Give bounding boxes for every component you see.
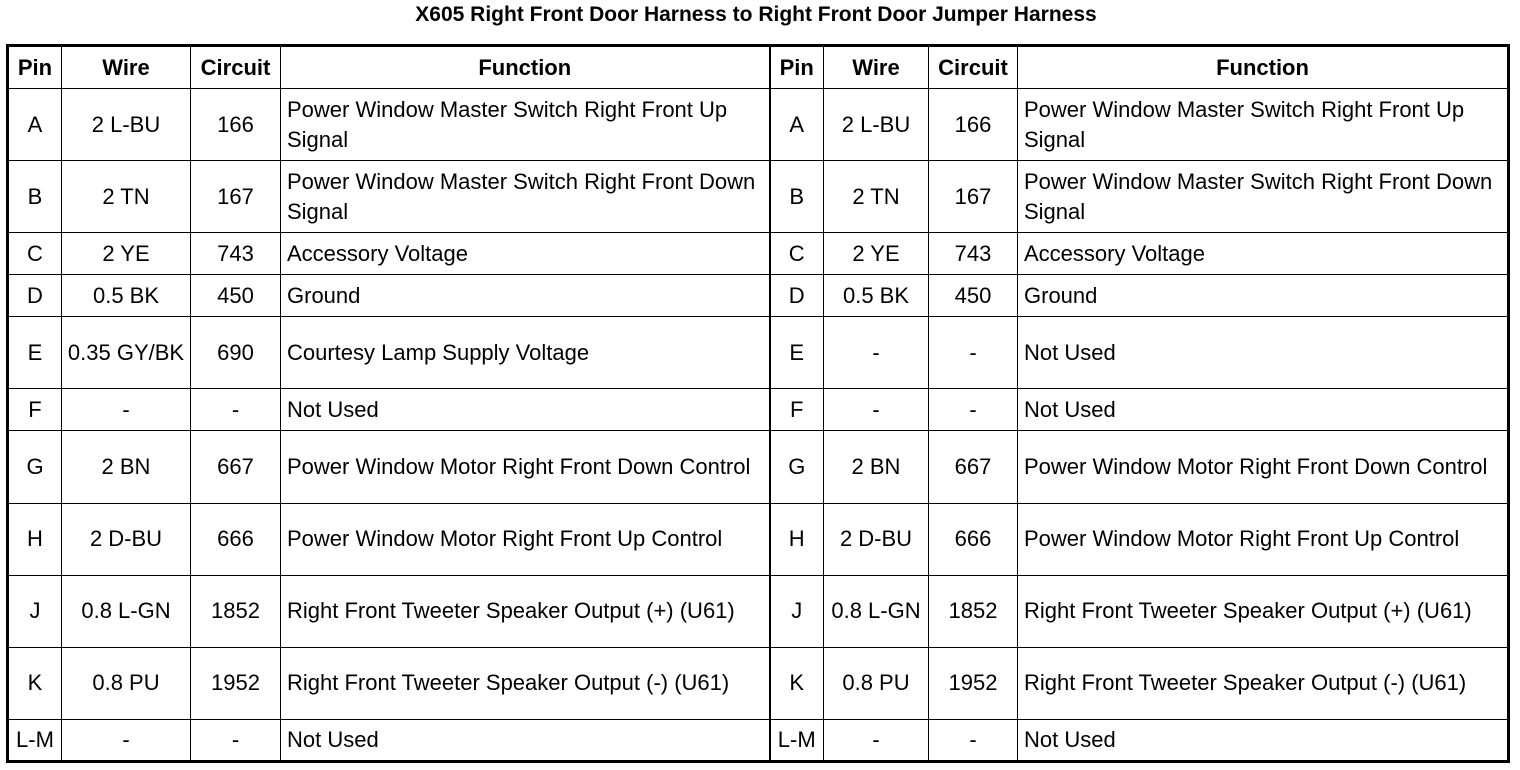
wire-cell: 0.8 PU — [62, 647, 191, 719]
circuit-cell: 743 — [929, 233, 1018, 275]
wire-cell: - — [824, 317, 929, 389]
header-wire: Wire — [62, 46, 191, 89]
pin-cell: B — [8, 161, 62, 233]
function-cell: Right Front Tweeter Speaker Output (-) (U61) — [281, 647, 770, 719]
table-row — [8, 719, 1509, 761]
header-circuit: Circuit — [191, 46, 281, 89]
circuit-cell: 666 — [191, 503, 281, 575]
circuit-cell: 166 — [191, 89, 281, 161]
pin-cell: G — [770, 431, 824, 503]
pin-cell: F — [8, 389, 62, 431]
pin-cell: L-M — [8, 719, 62, 761]
circuit-cell: - — [929, 317, 1018, 389]
table-row — [8, 647, 1509, 719]
pin-cell: J — [8, 575, 62, 647]
pin-cell: B — [770, 161, 824, 233]
circuit-cell: - — [929, 389, 1018, 431]
pin-cell: K — [8, 647, 62, 719]
pin-cell: E — [770, 317, 824, 389]
table-row — [8, 503, 1509, 575]
function-cell: Power Window Master Switch Right Front Up Signal — [1018, 89, 1509, 161]
circuit-cell: 667 — [191, 431, 281, 503]
table-row — [8, 317, 1509, 389]
function-cell: Not Used — [281, 719, 770, 761]
function-cell: Power Window Master Switch Right Front Down Signal — [281, 161, 770, 233]
circuit-cell: 666 — [929, 503, 1018, 575]
header-row — [8, 46, 1509, 89]
function-cell: Ground — [281, 275, 770, 317]
function-cell: Ground — [1018, 275, 1509, 317]
function-cell: Not Used — [1018, 389, 1509, 431]
circuit-cell: - — [929, 719, 1018, 761]
pin-cell: H — [8, 503, 62, 575]
wire-cell: 0.35 GY/BK — [62, 317, 191, 389]
function-cell: Not Used — [281, 389, 770, 431]
wire-cell: 0.5 BK — [824, 275, 929, 317]
circuit-cell: - — [191, 389, 281, 431]
table-row — [8, 275, 1509, 317]
wire-cell: 0.8 L-GN — [824, 575, 929, 647]
circuit-cell: 450 — [929, 275, 1018, 317]
wire-cell: 2 BN — [824, 431, 929, 503]
header-circuit: Circuit — [929, 46, 1018, 89]
pin-cell: D — [8, 275, 62, 317]
wire-cell: 2 TN — [824, 161, 929, 233]
wire-cell: 0.5 BK — [62, 275, 191, 317]
function-cell: Right Front Tweeter Speaker Output (-) (U61) — [1018, 647, 1509, 719]
function-cell: Power Window Master Switch Right Front Up Signal — [281, 89, 770, 161]
wire-cell: 0.8 L-GN — [62, 575, 191, 647]
header-pin: Pin — [8, 46, 62, 89]
wire-cell: 2 BN — [62, 431, 191, 503]
circuit-cell: 743 — [191, 233, 281, 275]
function-cell: Not Used — [1018, 317, 1509, 389]
pin-cell: F — [770, 389, 824, 431]
pin-cell: D — [770, 275, 824, 317]
table-row — [8, 161, 1509, 233]
wire-cell: - — [824, 389, 929, 431]
function-cell: Power Window Motor Right Front Up Control — [1018, 503, 1509, 575]
pin-cell: G — [8, 431, 62, 503]
table-row — [8, 575, 1509, 647]
function-cell: Accessory Voltage — [281, 233, 770, 275]
wire-cell: 2 L-BU — [62, 89, 191, 161]
circuit-cell: 1952 — [929, 647, 1018, 719]
connector-pinout-table — [6, 44, 1510, 763]
wire-cell: - — [824, 719, 929, 761]
page-title: X605 Right Front Door Harness to Right Front Door Jumper Harness — [415, 3, 1097, 26]
table-row — [8, 89, 1509, 161]
function-cell: Courtesy Lamp Supply Voltage — [281, 317, 770, 389]
circuit-cell: 450 — [191, 275, 281, 317]
header-function: Function — [1018, 46, 1509, 89]
pin-cell: H — [770, 503, 824, 575]
header-pin: Pin — [770, 46, 824, 89]
header-wire: Wire — [824, 46, 929, 89]
pin-cell: K — [770, 647, 824, 719]
table-row — [8, 233, 1509, 275]
wire-cell: 2 D-BU — [824, 503, 929, 575]
wire-cell: 2 D-BU — [62, 503, 191, 575]
circuit-cell: - — [191, 719, 281, 761]
header-function: Function — [281, 46, 770, 89]
function-cell: Accessory Voltage — [1018, 233, 1509, 275]
pin-cell: C — [770, 233, 824, 275]
pin-cell: J — [770, 575, 824, 647]
pin-cell: A — [8, 89, 62, 161]
function-cell: Right Front Tweeter Speaker Output (+) (U61) — [281, 575, 770, 647]
circuit-cell: 1852 — [929, 575, 1018, 647]
wire-cell: 0.8 PU — [824, 647, 929, 719]
pin-cell: E — [8, 317, 62, 389]
function-cell: Power Window Motor Right Front Down Control — [1018, 431, 1509, 503]
function-cell: Power Window Motor Right Front Up Control — [281, 503, 770, 575]
function-cell: Power Window Master Switch Right Front Down Signal — [1018, 161, 1509, 233]
circuit-cell: 1852 — [191, 575, 281, 647]
wire-cell: 2 L-BU — [824, 89, 929, 161]
circuit-cell: 1952 — [191, 647, 281, 719]
circuit-cell: 167 — [929, 161, 1018, 233]
wire-cell: 2 YE — [824, 233, 929, 275]
circuit-cell: 690 — [191, 317, 281, 389]
function-cell: Power Window Motor Right Front Down Control — [281, 431, 770, 503]
pin-cell: C — [8, 233, 62, 275]
wire-cell: - — [62, 719, 191, 761]
circuit-cell: 667 — [929, 431, 1018, 503]
wire-cell: - — [62, 389, 191, 431]
table-row — [8, 431, 1509, 503]
wire-cell: 2 YE — [62, 233, 191, 275]
pin-cell: A — [770, 89, 824, 161]
function-cell: Right Front Tweeter Speaker Output (+) (U61) — [1018, 575, 1509, 647]
pin-cell: L-M — [770, 719, 824, 761]
wire-cell: 2 TN — [62, 161, 191, 233]
circuit-cell: 167 — [191, 161, 281, 233]
function-cell: Not Used — [1018, 719, 1509, 761]
circuit-cell: 166 — [929, 89, 1018, 161]
table-row — [8, 389, 1509, 431]
